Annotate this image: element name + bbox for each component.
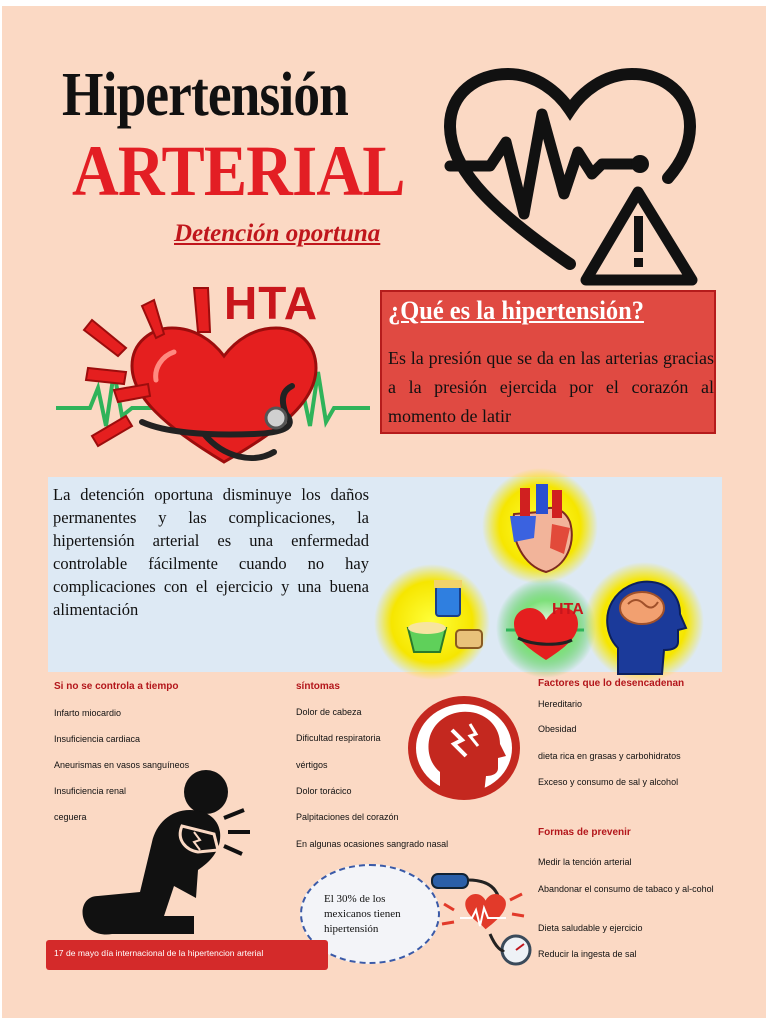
list-item: En algunas ocasiones sangrado nasal [296,839,449,849]
detection-text: La detención oportuna disminuye los daños permanentes y las complicaciones, la hipertensión arterial es una enfermedad controlable fácilmente cuando no hay complicaciones con el ejercicio y una buena alimentación [53,485,369,619]
heart-warning-icon [442,64,702,286]
list-item: Obesidad [538,724,577,734]
food-glow [374,564,490,680]
definition-answer: Es la presión que se da en las arterias gracias a la presión ejercida por el corazón al momento de latir [388,348,714,426]
infographic-page [2,6,766,1018]
list-item: Dolor torácico [296,786,352,796]
list-item: Infarto miocardio [54,708,122,718]
list-item: vértigos [296,760,328,770]
title-line2: ARTERIAL [72,131,405,211]
hta-heart-illustration [54,276,374,476]
list-item: Reducir la ingesta de sal [538,949,637,959]
list-item: ceguera [54,812,87,822]
list-item: Exceso y consumo de sal y alcohol [538,777,679,787]
symptoms-heading: síntomas [296,681,340,692]
statistic-text: El 30% de los mexicanos tienen hipertensión [324,893,401,935]
subtitle: Detención oportuna [174,220,381,247]
list-item: Medir la tención arterial [538,857,632,867]
blood-pressure-icon [430,864,536,968]
list-item: Dolor de cabeza [296,707,362,717]
hta-small-label: HTA [552,601,584,618]
footer-text: 17 de mayo día internacional de la hipertencion arterial [54,948,264,958]
prevention-heading: Formas de prevenir [538,827,631,838]
list-item: dieta rica en grasas y carbohidratos [538,751,681,761]
list-item: Aneurismas en vasos sanguíneos [54,760,190,770]
uncontrolled-heading: Si no se controla a tiempo [54,681,179,692]
glow-icons-cluster [374,468,722,682]
chest-pain-person-icon [78,766,258,946]
hta-label: HTA [224,277,319,329]
factors-heading: Factores que lo desencadenan [538,678,685,689]
list-item: Dificultad respiratoria [296,733,381,743]
list-item: Dieta saludable y ejercicio [538,923,643,933]
footer-banner [46,940,328,970]
list-item: Abandonar el consumo de tabaco y al-cohol [538,884,714,894]
list-item: Palpitaciones del corazón [296,812,399,822]
definition-question: ¿Qué es la hipertensión? [388,296,644,325]
headache-icon [406,694,522,802]
definition-box [380,290,716,434]
title-line1: Hipertensión [62,61,348,129]
list-item: Hereditario [538,699,583,709]
list-item: Insuficiencia renal [54,786,127,796]
list-item: Insuficiencia cardiaca [54,734,141,744]
